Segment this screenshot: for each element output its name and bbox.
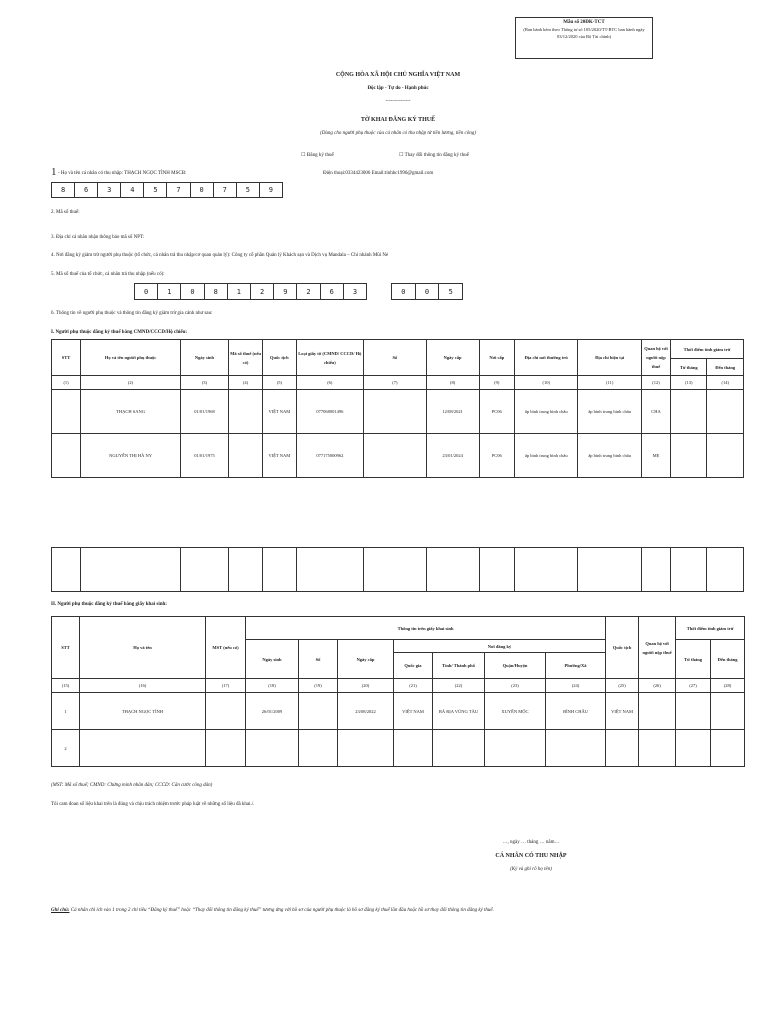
- table-cell: [707, 548, 744, 592]
- column-number: (15): [52, 679, 80, 693]
- column-number: (7): [364, 376, 426, 390]
- digit-box: 5: [237, 183, 260, 197]
- table-cell: THẠCH SANG: [81, 390, 181, 434]
- table-cell: PC06: [479, 390, 514, 434]
- dependents-birth-cert-table: [51, 616, 745, 767]
- col-from-month: Từ tháng: [671, 359, 707, 376]
- table-cell: [639, 693, 676, 730]
- table-cell: [514, 548, 577, 592]
- digit-box: 3: [352, 287, 358, 296]
- col-nationality: Quốc tịch: [263, 340, 296, 376]
- form-code: Mẫu số 20ĐK-TCT: [563, 20, 605, 25]
- table-row: [52, 548, 744, 592]
- col-current-address: Địa chỉ hiện tại: [578, 340, 641, 376]
- table-cell: [181, 548, 229, 592]
- table-cell: MẸ: [641, 434, 670, 478]
- col-stt: STT: [52, 340, 81, 376]
- table-cell: ấp bình trung bình châu: [514, 390, 577, 434]
- form-title: TỜ KHAI ĐĂNG KÝ THUẾ: [360, 117, 436, 123]
- table-cell: BÀ RỊA VŨNG TÀU: [433, 693, 485, 730]
- sign-note: (Ký và ghi rõ họ tên): [510, 867, 552, 872]
- table-cell: ấp bình trung bình châu: [514, 434, 577, 478]
- table-cell: [80, 730, 206, 767]
- col-relation: Quan hệ với người nộp thuế: [639, 617, 676, 679]
- table-cell: [671, 434, 707, 478]
- digit-box: 9: [268, 186, 273, 194]
- section-1-number: 1: [51, 166, 57, 178]
- table-cell: [52, 548, 81, 592]
- digit-box: 0: [191, 183, 214, 197]
- table-cell: 1: [52, 693, 80, 730]
- table-cell: [394, 730, 433, 767]
- column-number: (13): [671, 376, 707, 390]
- column-number: (14): [707, 376, 744, 390]
- section-1-label: - Họ và tên cá nhân có thu nhập: THẠCH NGỌC TÌNH MSCB:: [58, 171, 187, 176]
- table-cell: 01/01/1975: [181, 434, 229, 478]
- signer-title: CÁ NHÂN CÓ THU NHẬP: [495, 853, 567, 859]
- column-number: (8): [426, 376, 479, 390]
- table-cell: [707, 434, 744, 478]
- table-cell: 12/08/2021: [426, 390, 479, 434]
- org-tax-suffix-boxes: [391, 283, 463, 300]
- table-row: [52, 730, 745, 767]
- col-mst: Mã số thuế (nếu có): [228, 340, 262, 376]
- col-period: Thời điểm tính giảm trừ: [676, 617, 745, 640]
- digit-box: 6: [75, 183, 98, 197]
- abbreviation-note: (MST: Mã số thuế; CMND: Chứng minh nhân dân; CCCD: Căn cước công dân): [51, 783, 213, 788]
- column-number: (3): [181, 376, 229, 390]
- digit-box: 5: [448, 287, 453, 296]
- column-number: (25): [606, 679, 639, 693]
- col-relation: Quan hệ với người nộp thuế: [641, 340, 670, 376]
- table-cell: [426, 548, 479, 592]
- column-number: (4): [228, 376, 262, 390]
- col-to-month: Đến tháng: [707, 359, 744, 376]
- col-province: Tỉnh/ Thành phố: [433, 653, 485, 679]
- commitment-text: Tôi cam đoan số liệu khai trên là đúng và chịu trách nhiệm trước pháp luật về những số liệu đã khai./.: [51, 802, 255, 807]
- col-from-month: Từ tháng: [676, 640, 711, 679]
- digit-box: 0: [135, 284, 158, 299]
- digit-box: 1: [228, 284, 251, 299]
- table-1-title: I. Người phụ thuộc đăng ký thuế bằng CMND/CCCD/Hộ chiếu:: [51, 330, 188, 335]
- table-row: [52, 434, 744, 478]
- column-number-row: [52, 679, 745, 693]
- col-number: Số: [299, 640, 338, 679]
- column-number: (16): [80, 679, 206, 693]
- table-cell: [364, 390, 426, 434]
- form-subtitle: (Dùng cho người phụ thuộc của cá nhân có thu nhập từ tiền lương, tiền công): [320, 131, 476, 136]
- col-issue-date: Ngày cấp: [338, 640, 394, 679]
- digit-box: 8: [52, 183, 75, 197]
- table-cell: BÌNH CHÂU: [546, 693, 606, 730]
- table-cell: [433, 730, 485, 767]
- column-number: (11): [578, 376, 641, 390]
- org-line: 4. Nơi đăng ký giảm trừ người phụ thuộc (tổ chức, cá nhân trả thu nhập/cơ quan quản lý): Công ty cổ phần Quản lý Khách sạn và Dịch vụ Mandala – Chi nhánh Mũi Né: [51, 253, 389, 258]
- col-name: Họ và tên người phụ thuộc: [81, 340, 181, 376]
- table-cell: PC06: [479, 434, 514, 478]
- column-number: (5): [263, 376, 296, 390]
- digit-box: 0: [181, 284, 204, 299]
- table-cell: 23/01/2024: [426, 434, 479, 478]
- table-cell: 077175000962: [296, 434, 364, 478]
- digit-box: 7: [214, 183, 237, 197]
- column-number: (2): [81, 376, 181, 390]
- option-register-label: Đăng ký thuế: [306, 153, 334, 158]
- table-cell: [707, 390, 744, 434]
- table-cell: [639, 730, 676, 767]
- col-country: Quốc gia: [394, 653, 433, 679]
- col-nationality: Quốc tịch: [606, 617, 639, 679]
- table-cell: [206, 730, 246, 767]
- footnote: [51, 908, 751, 913]
- digit-box: 3: [98, 183, 121, 197]
- col-to-month: Đến tháng: [711, 640, 745, 679]
- column-number: (26): [639, 679, 676, 693]
- table-cell: 01/01/1968: [181, 390, 229, 434]
- table-cell: [711, 730, 745, 767]
- table-cell: VIỆT NAM: [263, 434, 296, 478]
- form-code-note: (Ban hành kèm theo Thông tư số 105/2020/TT-BTC ban hành ngày 03/12/2020 của Bộ Tài chính): [523, 27, 645, 39]
- table-cell: [299, 730, 338, 767]
- table-cell: 26/01/2009: [246, 693, 299, 730]
- digit-box: 7: [167, 183, 190, 197]
- footnote-label: Ghi chú:: [51, 908, 70, 913]
- column-number-row: [52, 376, 744, 390]
- digit-box: 1: [158, 284, 181, 299]
- header-divider: ---------------: [385, 99, 411, 104]
- table-cell: [228, 548, 262, 592]
- col-mst: MST (nếu có): [206, 617, 246, 679]
- table-cell: [676, 693, 711, 730]
- table-cell: [299, 693, 338, 730]
- address-line: 3. Địa chỉ cá nhân nhận thông báo mã số NPT:: [51, 235, 145, 240]
- col-name: Họ và tên: [80, 617, 206, 679]
- table-cell: [206, 693, 246, 730]
- table-cell: [479, 548, 514, 592]
- table-cell: [578, 548, 641, 592]
- digit-box: 9: [274, 284, 297, 299]
- table-cell: [81, 548, 181, 592]
- tax-code-line: 2. Mã số thuế:: [51, 210, 80, 215]
- table-cell: 2: [52, 730, 80, 767]
- dependents-id-table: [51, 339, 744, 478]
- checkbox-icon: ☐: [301, 153, 306, 158]
- table-cell: [711, 693, 745, 730]
- col-residence: Địa chỉ nơi thường trú: [514, 340, 577, 376]
- table-2-title: II. Người phụ thuộc đăng ký thuế bằng giấy khai sinh:: [51, 602, 167, 607]
- column-number: (1): [52, 376, 81, 390]
- table-cell: VIỆT NAM: [606, 693, 639, 730]
- col-number: Số: [364, 340, 426, 376]
- col-birth-cert-info: Thông tin trên giấy khai sinh: [246, 617, 606, 640]
- table-cell: [246, 730, 299, 767]
- date-line: …, ngày … tháng … năm…: [502, 840, 560, 845]
- table-cell: NGUYỄN THỊ HÀ NY: [81, 434, 181, 478]
- table-cell: [671, 390, 707, 434]
- table-cell: [671, 548, 707, 592]
- column-number: (12): [641, 376, 670, 390]
- col-reg-place: Nơi đăng ký: [394, 640, 606, 653]
- table-cell: ấp bình trung bình châu: [578, 390, 641, 434]
- table-cell: VIỆT NAM: [263, 390, 296, 434]
- empty-table-block: [51, 547, 744, 592]
- table-cell: [263, 548, 296, 592]
- column-number: (19): [299, 679, 338, 693]
- column-number: (21): [394, 679, 433, 693]
- table-cell: [485, 730, 546, 767]
- table-cell: [641, 548, 670, 592]
- col-doc-type-label: Loại giấy tờ: [298, 350, 323, 356]
- column-number: (10): [514, 376, 577, 390]
- country-name: CỘNG HÒA XÃ HỘI CHỦ NGHĨA VIỆT NAM: [335, 72, 461, 78]
- digit-box: 2: [251, 284, 274, 299]
- option-change-label: Thay đổi thông tin đăng ký thuế: [404, 153, 469, 158]
- org-tax-digit-boxes: [134, 283, 367, 300]
- table-cell: [364, 548, 426, 592]
- digit-box: 8: [205, 284, 228, 299]
- col-issue-date: Ngày cấp: [426, 340, 479, 376]
- form-code-box: [515, 17, 653, 59]
- column-number: (18): [246, 679, 299, 693]
- table-cell: [52, 390, 81, 434]
- table-cell: VIỆT NAM: [394, 693, 433, 730]
- contact-info: Điện thoại:0334423006 Email:tinhhc1996@gmail.com: [323, 171, 434, 176]
- digit-box: 2: [297, 284, 320, 299]
- option-change[interactable]: [399, 152, 469, 158]
- table-cell: [606, 730, 639, 767]
- col-dob: Ngày sinh: [246, 640, 299, 679]
- checkbox-icon: ☐: [399, 153, 404, 158]
- option-register[interactable]: [301, 152, 334, 158]
- info-line: 6. Thông tin về người phụ thuộc và thông tin đăng ký giảm trừ gia cảnh như sau:: [51, 311, 213, 316]
- footnote-text: Cá nhân chỉ ích vào 1 trong 2 chỉ tiêu “Đăng ký thuế” hoặc “Thay đổi thông tin đăng ký thuế” tương ứng với hồ sơ của người phụ thuộc là hồ sơ đăng ký thuế lần đầu hoặc hồ sơ thay đổi thông tin đăng ký thuế.: [69, 908, 494, 913]
- col-ward: Phường/Xã: [546, 653, 606, 679]
- table-cell: [546, 730, 606, 767]
- col-doc-type: [296, 340, 364, 376]
- column-number: (9): [479, 376, 514, 390]
- column-number: (27): [676, 679, 711, 693]
- column-number: (28): [711, 679, 745, 693]
- mscb-digit-boxes: [51, 182, 283, 198]
- column-number: (22): [433, 679, 485, 693]
- table-cell: CHA: [641, 390, 670, 434]
- column-number: (17): [206, 679, 246, 693]
- column-number: (20): [338, 679, 394, 693]
- col-dob: Ngày sinh: [181, 340, 229, 376]
- table-cell: 23/08/2022: [338, 693, 394, 730]
- table-cell: [228, 434, 262, 478]
- table-cell: 077068001496: [296, 390, 364, 434]
- table-cell: [228, 390, 262, 434]
- org-tax-line: 5. Mã số thuế của tổ chức, cá nhân trả thu nhập (nếu có):: [51, 272, 165, 277]
- column-number: (23): [485, 679, 546, 693]
- table-row: [52, 693, 745, 730]
- digit-box: 4: [121, 183, 144, 197]
- table-cell: [52, 434, 81, 478]
- table-cell: THẠCH NGỌC TÌNH: [80, 693, 206, 730]
- col-district: Quận/Huyện: [485, 653, 546, 679]
- digit-box: 0: [392, 284, 416, 299]
- digit-box: 0: [416, 284, 440, 299]
- column-number: (24): [546, 679, 606, 693]
- table-cell: [338, 730, 394, 767]
- col-period: Thời điểm tính giảm trừ: [671, 340, 744, 359]
- digit-box: 6: [321, 284, 344, 299]
- motto: Độc lập - Tự do - Hạnh phúc: [367, 86, 429, 91]
- table-cell: [364, 434, 426, 478]
- col-issue-place: Nơi cấp: [479, 340, 514, 376]
- table-cell: XUYÊN MỘC: [485, 693, 546, 730]
- column-number: (6): [296, 376, 364, 390]
- digit-box: 5: [144, 183, 167, 197]
- table-row: [52, 390, 744, 434]
- table-cell: [296, 548, 364, 592]
- table-cell: ấp bình trung bình châu: [578, 434, 641, 478]
- col-stt: STT: [52, 617, 80, 679]
- col-doc-type-detail: (CMND/ CCCD/ Hộ chiếu): [322, 350, 362, 365]
- table-cell: [676, 730, 711, 767]
